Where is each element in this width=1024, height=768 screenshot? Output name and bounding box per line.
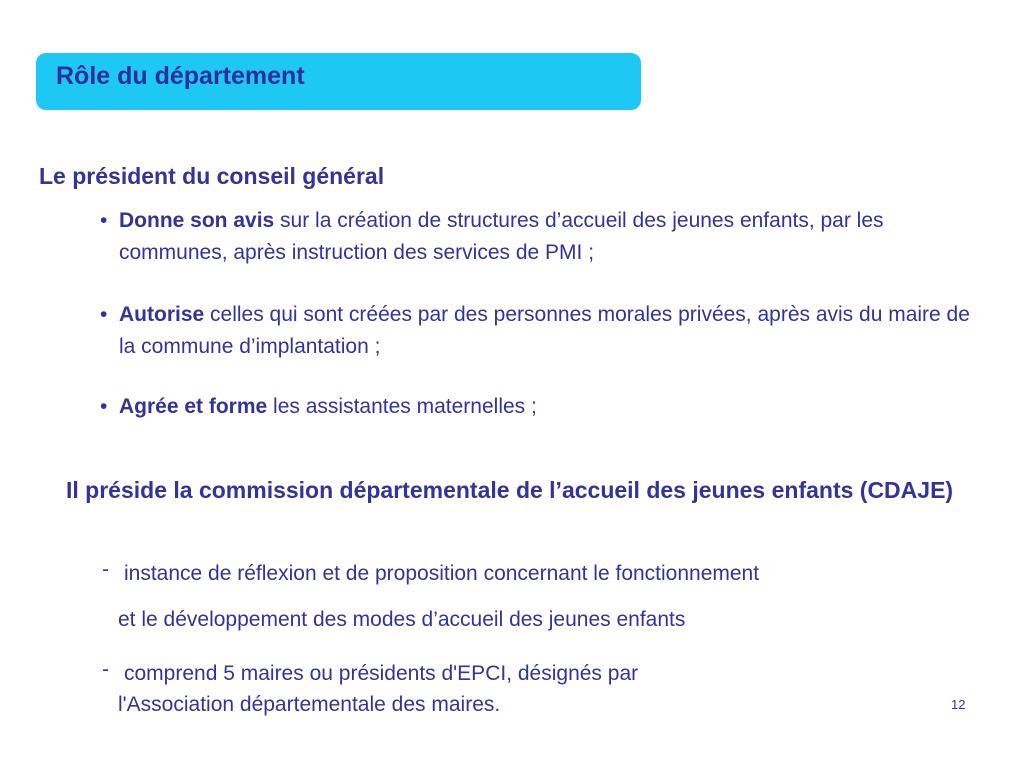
dash-item-continuation: et le développement des modes d’accueil des jeunes enfants: [118, 608, 686, 631]
bullet-marker: •: [100, 209, 108, 232]
bullet-text: les assistantes maternelles ;: [267, 395, 537, 418]
bullet-marker: •: [100, 303, 108, 326]
dash-item-text: comprend 5 maires ou présidents d'EPCI, désignés par: [124, 662, 639, 685]
bullet-item: [100, 299, 980, 363]
section-heading-cdaje: Il préside la commission départementale de l’accueil des jeunes enfants (CDAJE): [66, 477, 954, 503]
bullet-body: [119, 299, 980, 363]
bullet-body: [119, 391, 980, 423]
dash-item-line: [102, 658, 639, 690]
dash-marker: -: [102, 658, 109, 681]
title-banner: [36, 53, 641, 110]
bullet-body: [119, 205, 980, 269]
bullet-bold-text: Donne son avis: [119, 209, 275, 232]
bullet-text: celles qui sont créées par des personnes morales privées, après avis du maire de la commune d’implantation ;: [119, 303, 970, 358]
bullet-item: [100, 205, 980, 269]
section-heading-president: Le président du conseil général: [39, 163, 385, 189]
page-number: 12: [951, 697, 966, 712]
dash-marker: -: [102, 558, 109, 581]
slide-title: Rôle du département: [56, 62, 305, 90]
bullet-item: [100, 391, 980, 423]
bullet-bold-text: Agrée et forme: [119, 395, 268, 418]
bullet-marker: •: [100, 395, 108, 418]
bullet-text: sur la création de structures d’accueil des jeunes enfants, par les communes, après instruction des services de PMI ;: [119, 209, 884, 264]
dash-item-line: [102, 558, 760, 590]
bullet-bold-text: Autorise: [119, 303, 205, 326]
dash-item-text: instance de réflexion et de proposition concernant le fonctionnement: [124, 562, 760, 585]
dash-item-continuation: l'Association départementale des maires.: [118, 693, 501, 716]
